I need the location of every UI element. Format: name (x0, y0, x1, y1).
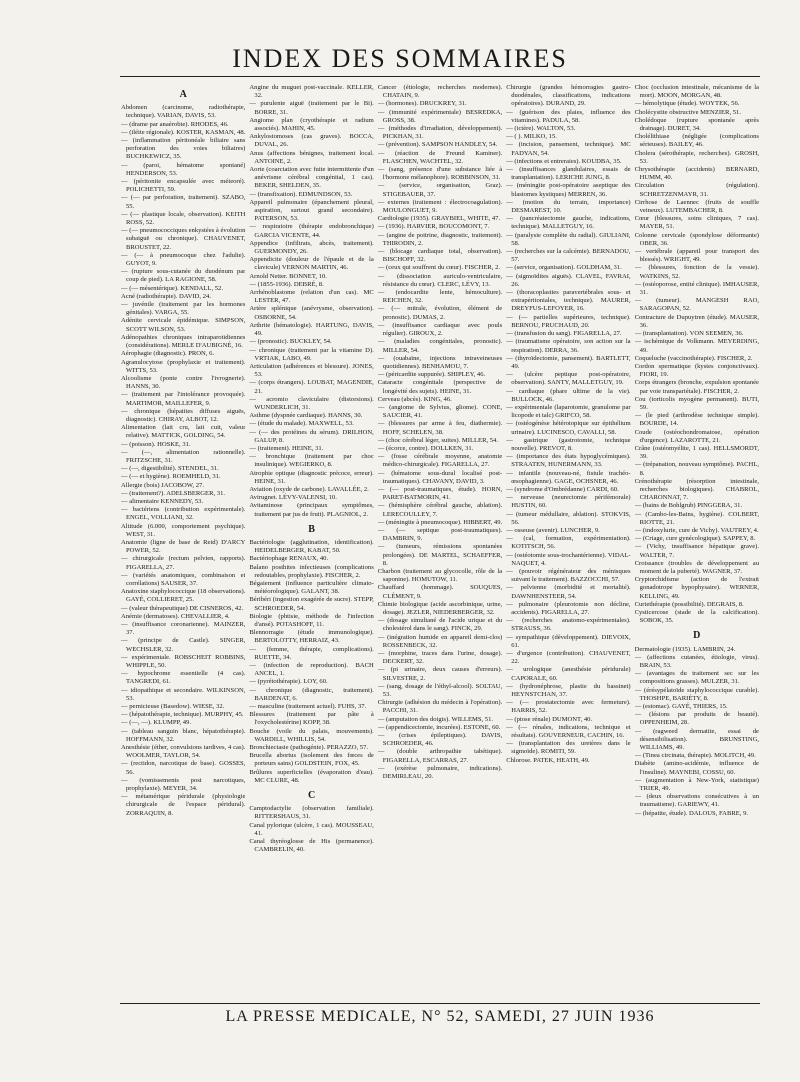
index-entry: Dermatologie (1935). LAMBRIN, 24. (634, 645, 736, 653)
index-entry: — purulente aiguë (traitement par le Bi). BORRE, 31. (249, 100, 374, 116)
index-entry: — (Vichy, insuffisance hépatique grave). WALTER, 7. (634, 543, 759, 559)
index-entry: — (— rénales, indications, technique et résultats). GOUVERNEUR, CACHIN, 16. (506, 723, 631, 740)
index-entry: Adénopathies chroniques intraparotidiennes (considérations). MERLE D'AUBIGNÉ, 16. (121, 333, 246, 350)
index-entry: Ankylostomoses (cas graves). BOCCA, DUVAL, 26. (249, 133, 374, 149)
index-entry: Cataracte congénitale (perspective de longévité des sujets). HEINE, 31. (377, 379, 503, 395)
index-entry: — (angine de poitrine, diagnostic, traitement). THIRODIN, 2. (377, 231, 503, 247)
index-column-4 (506, 84, 630, 996)
index-entry: Cordon spermatique (kystes conjonctivaux). FIORI, 19. (634, 362, 759, 379)
index-entry: — (pi urinaire, deux causes d'erreurs). SILVESTRE, 2. (377, 666, 503, 682)
index-entry: — (cal, formation, expérimentation). KOTITSCH, 56. (506, 535, 631, 551)
index-entry: — (— prostatectomie avec fermeture). HARRIS, 52. (506, 699, 631, 715)
index-entry: Coqueluche (vaccinothérapie). FISCHER, 2. (634, 354, 753, 362)
index-entry: Chirurgie (adhésion du médecin à l'opération). PACCHI, 31. (377, 699, 503, 715)
index-entry: — (service, organisation, Graz). STIGEBAUER, 37. (377, 182, 503, 198)
index-entry: Adénite cervicale épidémique. SIMPSON, SCOTT WILSON, 53. (121, 317, 246, 333)
index-entry: — (ostéoporose, entité clinique). IMHAUSER, 31. (634, 280, 759, 297)
index-entry: — (blessures, fonction de la vessie). WATKINS, 52. (634, 264, 759, 280)
index-entry: — (ptose rénale) DUMONT, 40. (506, 715, 593, 723)
index-entry: Appareil pulmonaire (épanchement pleural, aspiration, surtout grand secondaire). PATERSON, 53. (249, 198, 374, 223)
index-entry: — acromio claviculaire (distorsions). WUNDERLICH, 31. (249, 395, 374, 411)
index-entry: — (augmentation à New-York, statistique) TRIER, 49. (634, 776, 759, 793)
index-entry: — vertébrale (appareil pour transport des blessés). WRIGHT, 49. (634, 248, 759, 264)
index-entry: — d'urgence (contribution). CHAUVENET, 22. (506, 650, 631, 666)
index-entry: — (traumatisme opératoire, son action sur la respiration). DERRA, 36. (506, 338, 631, 354)
index-entry: — (hormones). DRUCKREY, 31. (377, 100, 467, 108)
index-entry: — (iléite régionale). KOSTER, KASMAN, 48. (121, 128, 246, 136)
index-entry: Appendicite (douleur de l'épaule et de la clavicule) VERNON MARTIN, 46. (249, 256, 374, 272)
index-entry: Crâne (ostéomyélite, 1 cas). HELLSMORDT, 39. (634, 444, 759, 461)
index-entry: — (ouabaïne, injections intraveineuses quotidiennes). BENHAMOU, 7. (377, 354, 503, 370)
index-entry: — (pronostic). BUCKLEY, 54. (249, 338, 332, 346)
index-entry: — (endocardite lente, hémoculture). REICHEN, 32. (377, 289, 503, 305)
index-columns (121, 84, 759, 996)
index-entry: Articulation (adhérences et blessure). JONES, 53. (249, 362, 374, 379)
index-entry: Blessures (traitement par pâte à l'oxycholestérine) KOPP, 38. (249, 711, 374, 727)
index-entry: — (blocage cardiaque total, observation). BISCHOFF, 32. (377, 248, 503, 264)
index-entry: — externes (traitement : électrocoagulation). MOULONGUET, 9. (377, 198, 503, 215)
index-entry: — (infection de reproduction). BACH ANCEL, 1. (249, 662, 374, 678)
index-entry: — expérimentale. ROBSCHEIT ROBBINS, WHIPPLE, 50. (121, 653, 246, 670)
index-entry: — (incision, pansement, technique). MC FADYAN, 54. (506, 141, 631, 157)
index-entry: — (recherches anatomo-expérimentales). STRAUSS, 36. (506, 617, 631, 633)
index-entry: — (— à pneumocoque chez l'adulte). GUYOT, 9. (121, 251, 246, 268)
index-entry: Cou (torticolis myogène permanent). BUTI, 59. (634, 395, 759, 411)
index-entry: — (hématome sous-dural localisé post-traumatiques). CHAVANY, DAVID, 3. (377, 469, 503, 485)
index-entry: Avirugnet. LÉVY-VALENSI, 10. (249, 494, 337, 502)
index-entry: — bronchique (traitement par choc insulinique). WEGIERKO, 8. (249, 453, 374, 469)
index-entry: Avitaminose (principaux symptômes, traitement par jus de fruit). PLAGNIOL, 2. (249, 502, 374, 518)
index-entry: Cryptorchidisme (action de l'extrait gonadotrope hypophysaire). WERNER, KELLING, 49. (634, 576, 759, 600)
index-entry: — (insuffisance cardiaque avec pouls régulier). GIROUX, 2. (377, 321, 503, 338)
index-entry: Bégaiement (influence particulière climato-météorologique). GALANT, 38. (249, 579, 374, 596)
index-entry: Contracture de Dupuytren (étude). MAUSER, 36. (634, 313, 759, 329)
index-entry: — (Cambo-les-Bains, hygiène). COLBERT, RIOTTE, 21. (634, 510, 759, 526)
index-entry: — (pancréatectomie gauche, indications, technique). MALLETGUY, 16. (506, 215, 631, 231)
index-entry: Arnold Netter. BONNET, 10. (249, 272, 327, 280)
index-entry: — (le pied (arthrodèse technique simple). BOURDE, 14. (634, 412, 759, 428)
index-entry: — (amputation des doigts). WILLEMS, 51. (377, 715, 494, 723)
index-entry: — (guérison des plaies, influence des vitamines). PADULA, 58. (506, 108, 631, 124)
index-entry: Circulation (régulation). SCHRETZENMAYR, 31. (634, 182, 759, 198)
index-entry: — (— septique post-traumatiques). DAMBRIN, 9. (377, 526, 503, 543)
index-entry: — (immunité expérimentale) BESREDKA, GROSS, 38. (377, 108, 503, 124)
index-entry: Chlorose. PATEK, HEATH, 49. (506, 756, 590, 764)
index-entry: Bactériologie (agglutination, identification). HEIDELBERGER, KABAT, 50. (249, 538, 374, 555)
index-entry: — (syndrome d'Ombrédanne) CARDI, 60. (506, 485, 619, 493)
index-entry: Balano posthites infectieuses (complications redoutables, prophylaxie). FISCHER, 2. (249, 563, 374, 579)
index-entry: — (— plastique locale, observation). KEITH ROSS, 52. (121, 210, 246, 227)
index-entry: — (estomac). GAYÉ, THIERS, 15. (634, 703, 728, 711)
index-entry: — pernicieuse (Basedow). WIESE, 32. (121, 703, 225, 711)
index-entry: Cholédoque (rupture spontanée après drainage). DURET, 34. (634, 116, 759, 133)
index-entry: Acné (radiothérapie). DAVID, 24. (121, 292, 211, 300)
index-entry: — (transplantation des uretères dans le sigmoïde). ROMITI, 59. (506, 740, 631, 756)
index-entry: — (écorce, contre). DOLLKEN, 31. (377, 444, 474, 452)
index-entry: — gastrique (gastrotomie, technique nouvelle). PREVOT, 8. (506, 436, 631, 452)
index-entry: Alcoolisme (ponte contre l'ivrognerie). HANNS, 30. (121, 374, 246, 391)
index-entry: Angine du muguet post-vaccinale. KELLER, 32. (249, 84, 374, 100)
index-entry: — (tumeur médullaire, ablation). STOKVIS, 56. (506, 510, 631, 526)
index-entry: — (blessures par arme à feu, diathermie). HOFF, SCHELEN, 38. (377, 420, 503, 436)
index-entry: — (bains de Bohlgrub) PINGGERA, 31. (634, 502, 743, 510)
index-entry: — (1855-1936). DEBRÉ, 8. (249, 280, 324, 288)
index-entry: — (érésypélatoïde staphylococcique curable). THOSHPE, BARIÉTY, 8. (634, 686, 759, 702)
index-entry: Cœur (blessures, soins cliniques, 7 cas). MAYER, 51. (634, 215, 759, 231)
index-entry: — alimentaire KENNEDY, 53. (121, 497, 204, 505)
index-entry: — (affections cutanées, étiologie, virus). BRAIN, 53. (634, 653, 759, 670)
index-entry: — pelvienne (morbidité et mortalité). DAWNHENSTEER, 54. (506, 584, 631, 600)
index-entry: — (variétés anatomiques, combinaison et corrélations) SAUSER, 37. (121, 571, 246, 587)
index-entry: — (sigmoïdites aiguës). CLAVEL, FAVRAI, 26. (506, 272, 631, 288)
index-entry: — (traitement). HEINE, 31. (249, 444, 324, 452)
index-entry: — (— pneumococciques enkystées à évolution subaiguë ou chronique). CHAUVENET, BROUSTET, 22. (121, 227, 246, 251)
index-entry: — ( ). MILKO, 15. (506, 133, 557, 141)
index-entry: — (Tinea circinata, thérapie). MOLITCH, 49. (634, 752, 756, 760)
index-entry: Bouche (voile du palais, mouvements). WARDILL, WHILLIS, 54. (249, 727, 374, 743)
index-entry: — (corps étrangers). LOUBAT, MAGENDIE, 21. (249, 379, 374, 395)
index-entry: Béribéri (ingestion exagérée de sucre). STEPP, SCHROEDER, 54. (249, 596, 374, 612)
index-entry: Croissance (troubles de développement au moment de la puberté). WAGNER, 37. (634, 559, 759, 575)
index-entry: — (recherches sur la calcémie). BERNADOU, 57. (506, 248, 631, 264)
index-entry: — idiopathique et secondaire. WILKINSON, 53. (121, 686, 246, 702)
index-entry: — sympathique (développement). DIEVOIX, 61. (506, 633, 631, 649)
index-entry: — (—, digestibilité). STENDEL, 31. (121, 465, 219, 473)
index-entry: — (ictère). WALTON, 53. (506, 125, 576, 133)
index-entry: Chirurgie (grandes hémorragies gastro-duodénales, classifications, indications opératoires). DURAND, 29. (506, 84, 631, 108)
index-entry: — (deux observations consécutives à un traumatisme). GARIEWY, 41. (634, 793, 759, 809)
index-entry: — (rectidon, narcotique de base). GOSSES, 56. (121, 760, 246, 776)
index-entry: — pulmonaire (pleurotomie non décline, accidents). FIGARELLA, 27. (506, 600, 631, 616)
index-entry: — (femme, thérapie, complications). RUETTE, 34. (249, 645, 374, 661)
section-letter: C (307, 790, 316, 802)
index-entry: — (sang, présence d'une substance liée à l'hormone mélanophore). ROBBINSON, 31. (377, 166, 503, 182)
index-entry: — (tumeurs, rémissions spontanées prolongées). DE MARTEL, SCHAEFFER, 8. (377, 543, 503, 567)
index-entry: — urologique (anesthésie péridurale) CAPORALE, 60. (506, 666, 631, 682)
index-entry: — (ostéogénèse hétérotopique sur épithélium urinaire). LUCINESCO, CAVALLI, 58. (506, 420, 631, 436)
index-entry: — (inégration humide en appareil demi-clos) ROSSENBECK, 32. (377, 633, 503, 649)
index-entry: Anatoxine staphylococcique (18 observations). GAYÉ, COLLIERET, 25. (121, 588, 246, 604)
index-entry: Cholera (sérothérapie, recherches). GROSH, 53. (634, 149, 759, 165)
index-entry: — (thoracoplasties paravertébrales sous- et extrapéritoniales, technique). MAURER, DREYFUS-LEFOYER, 16. (506, 289, 631, 313)
index-entry: — (double arthropathie tabétique). FIGARELLA, ESCARRAS, 27. (377, 748, 503, 764)
index-entry: Curiethérapie (possibilité). DEGRAIS, 8. (634, 600, 744, 608)
index-entry: Biologie (phtisie, méthode de l'infection d'ansé). POTASHOFF, 11. (249, 612, 374, 628)
index-entry: — (avantages du traitement sec sur les compositions grasses). MULZER, 31. (634, 670, 759, 686)
index-entry: — (étude du malade). MAXWELL, 53. (249, 420, 354, 428)
index-entry: — (principe de Castle). SINGER, WECHSLER, 32. (121, 637, 246, 653)
index-entry: — bactériens (contribution expérimentale). ENGEL, VOLLIANI, 32. (121, 506, 246, 522)
index-entry: — (hémisphère cérébral gauche, ablation). LERECOULLEY, 7. (377, 502, 503, 518)
index-entry: — (lésions par produits de beauté). OPPENHEIM, 28. (634, 711, 759, 727)
index-entry: — (pouvoir régénérateur des ménisques suivant le traitement). BAZZOCCHI, 57. (506, 567, 631, 584)
index-entry: Corps étrangers (bronche, expulsion spontanée par voie transpariétale). FISCHER, 2. (634, 379, 759, 395)
index-entry: — (importance des états hypoglycémiques). STRAATEN, HUNERMANN, 33. (506, 453, 631, 469)
index-entry: — (appendicectomie, incurées). ESTONE, 60. (377, 723, 501, 731)
index-entry: — (rupture sous-cutanée du duodénum par coup de pied). LA RAGIONE, 58. (121, 268, 246, 284)
index-entry: — (insuffisance coronarienne). MAINZER, 37. (121, 621, 246, 637)
index-entry: — (hépatothérapie, technique). MURPHY, 45. (121, 711, 244, 719)
index-entry: Aérophagie (diagnostic). PRON, 6. (121, 350, 215, 358)
index-entry: Appendice (infiltrats, abcès, traitement). GUERMONDY, 26. (249, 239, 374, 256)
index-entry: Anus (affections bénignes, traitement local. ANTOINE, 2. (249, 149, 374, 165)
index-column-1 (121, 84, 245, 996)
index-entry: Cirrhose de Laennec (fruits de souffle veineux). LUTEMBACHER, 8. (634, 198, 759, 215)
index-entry: — (indoxylurie, cure de Vichy). VAUTREY, 4. (634, 526, 759, 534)
index-entry: Diabète (amino-acidémie, influence de l'insuline). MAYNEBI, COSSU, 60. (634, 760, 759, 776)
index-entry: Atrophie optique (diagnostic précoce, erreur). HEINE, 31. (249, 469, 374, 485)
page-footer: LA PRESSE MEDICALE, N° 52, SAMEDI, 27 JUIN 1936 (225, 1008, 655, 1025)
index-entry: Cholécystite obstructive MENZIER, 51. (634, 108, 741, 116)
index-entry: — (paralysie complète du radial). GIULIANI, 58. (506, 231, 631, 247)
index-entry: Anatomie (ligne de base de Reid) D'ARCY POWER, 52. (121, 538, 246, 555)
index-entry: Cysticercose (stade de la calcification). SOBOK, 35. (634, 609, 759, 625)
index-entry: — chronique (hépatites diffuses aiguës, diagnostic). CHIRAY, ALBOT, 12. (121, 407, 246, 423)
index-entry: — (ulcère peptique post-opératoire, observation). SANTY, MALLETGUY, 19. (506, 371, 631, 387)
index-entry: — (service, organisation). GOLDHAM, 31. (506, 264, 622, 272)
index-entry: — hypochrome essentielle (4 cas). TANGREDI, 61. (121, 670, 246, 686)
index-entry: — (morphine, traces dans l'urine, dosage). DECKERT, 32. (377, 650, 503, 666)
index-entry: Allergie (bois) JACOBOW, 27. (121, 481, 204, 489)
index-entry: — (motion du terrain, importance) DESMAREST, 10. (506, 198, 631, 215)
index-entry: Alimentation (lait cru, lait cuit, valeur relative). MATTICK, GOLDING, 54. (121, 424, 246, 440)
index-entry: — (drame par anaérobie). RHODES, 46. (121, 120, 229, 128)
index-entry: — (— des protéines du sérum). DRILHON, GALUP, 8. (249, 428, 374, 444)
bottom-rule (120, 1003, 760, 1004)
index-entry: Charbon (traitement au glycocolle, rôle de la saponine). HOMUTOW, 11. (377, 567, 503, 584)
index-entry: — (hépatite, étude). DALOUS, FABRE, 9. (634, 809, 749, 817)
index-entry: — (pyrétothérapie). LOY, 60. (249, 678, 328, 686)
index-entry: — (réaction de Freund Kaminer). FLASCHEN, WACHTEL, 32. (377, 149, 503, 165)
index-entry: Anesthésie (éther, convulsions tardives, 4 cas). WOOLMER, TAYLOR, 54. (121, 744, 246, 760)
index-entry: — (transfixation). EDMUNDSON, 53. (249, 190, 353, 198)
index-entry: — osseuse (avenir). LUNCHER, 9. (506, 526, 600, 534)
index-entry: Asthme (dyspnée cardiaque). HANNS, 30. (249, 412, 363, 420)
index-entry: — (— partielles supérieures, technique). BERNOU, FRUCHAUD, 20. (506, 313, 631, 329)
index-entry: — cardiaque (phare ultime de la vie). BULLOCK, 46. (506, 387, 631, 403)
index-entry: Arthrite (hématologie). HARTUNG, DAVIS, 49. (249, 321, 374, 338)
index-entry: — (Criage, cure gynécologique). SAPPEY, 8. (634, 535, 756, 543)
index-entry: — (angiome de Sylvius, gliome). CONE, SAUCIER, 41. (377, 403, 503, 420)
index-entry: Colonne cervicale (spondylose déformante) OBER, 36. (634, 231, 759, 247)
section-letter: B (308, 523, 315, 535)
index-entry: — (dosage simultané de l'acide urique et du cholestérol dans le sang). FINCK, 29. (377, 617, 503, 633)
index-entry: — (méthodes d'irradiation, développement). PICKHAN, 31. (377, 125, 503, 141)
index-entry: Cholélithiase (négligée (complications sérieuses). BAILEY, 46. (634, 133, 759, 149)
index-entry: — ischémique de Volkmann. MEYERDING, 49. (634, 338, 759, 354)
index-entry: — métamérique péridurale (physiologie chirurgicale de l'espace péridural). ZORRAQUIN, 8. (121, 793, 246, 817)
index-entry: — (infections et entreraies). KOUDBA, 35. (506, 157, 622, 165)
section-letter: D (693, 630, 701, 642)
index-column-3 (378, 84, 502, 996)
index-entry: Aorte (coarctation avec fuite intermittente d'un anévrisme cérébral congénital, 1 cas). BEKER, SHELDEN, 35. (249, 166, 374, 190)
index-entry: Coude (ostéochondromatose, opération d'urgence). LAZAROTTE, 21. (634, 428, 759, 444)
index-entry: — chirurgicale (rectum pelvien, rapports). FIGARELLA, 27. (121, 555, 246, 571)
index-entry: Abdomen (carcinome, radiothérapie, technique). VARIAN, DAVIS, 53. (121, 104, 246, 120)
index-column-2 (249, 84, 373, 996)
index-entry: — (péritonite encapsulée avec méteoré). POLICHETTI, 59. (121, 178, 246, 194)
index-entry: — masculine (traitement actuel). FUHS, 37. (249, 703, 367, 711)
index-entry: Blennorragie (étude immunologique). BERTOLOTTY, HERRAIZ, 43. (249, 629, 374, 645)
index-entry: — (— et hygiène). ROEMHELD, 31. (121, 473, 221, 481)
index-entry: — (paroi, hématome spontané) HENDERSON, 53. (121, 161, 246, 177)
index-entry: Canal thyréoglosse de His (permanence). CAMBRELIN, 40. (249, 838, 374, 854)
index-entry: Agranulocytose (prophylaxie et traitement). WITTS, 53. (121, 358, 246, 374)
index-entry: Crénothérapie (résorption intestinale, recherches biologiques). CHABROL, CHARONNAT, 7. (634, 477, 759, 502)
index-entry: Cardiologie (1935). GRAYBIEL, WHITE, 47. (377, 215, 501, 223)
index-entry: — (tableau sanguin blanc, hépatothérapie). HOFFMANN, 32. (121, 727, 246, 743)
index-entry: — (traitement?). ADELSBERGER, 31. (121, 489, 226, 497)
index-entry: — (hydronéphrose, plastie du bassinet) HEYNSTCHAN, 37. (506, 682, 631, 699)
index-entry: — juvénile (traitement par les hormones génitales). VARGA, 55. (121, 301, 246, 317)
index-entry: Chrysothérapie (accidents) BERNARD, HUMM, 40. (634, 166, 759, 182)
index-column-5 (635, 84, 759, 996)
index-entry: Chauffard (hommage). SOUQUES, CLÉMENT, 9. (377, 584, 503, 600)
index-entry: — (inflammation péritonéale biliaire sans perforation des voies biliaires) BUCHKEWICZ, 35. (121, 137, 246, 161)
index-entry: — (ragweed dermatite, essai de désensibilisation). BRUNSTING, WILLIAMS, 49. (634, 727, 759, 752)
index-entry: Aviation (oxyde de carbone). LAVALLÉE, 2. (249, 485, 369, 493)
index-entry: — (1936). HARVIER, BOUCOMONT, 7. (377, 223, 490, 231)
index-entry: — (transplantation). VON SEEMEN, 36. (634, 330, 744, 338)
index-entry: — (ostéotomie sous-trochantérienne). VIDAL-NAQUET, 4. (506, 551, 631, 567)
index-entry: — (dissociation auriculo-ventriculaire, résistance du cœur). CLERC, LÉVY, 13. (377, 272, 503, 288)
index-entry: — (— mésentérique). KENDALL, 52. (121, 284, 223, 292)
index-entry: — chronique (traitement par la vitamine D). VRTIAK, LABO, 49. (249, 346, 374, 362)
index-entry: — (crises épileptiques). DAVIS, SCHROEDER, 46. (377, 732, 503, 748)
index-entry: Altitude (6.000, comportement psychique). WEST, 31. (121, 522, 246, 538)
index-entry: — (méningite post-opératoire aseptique des blastomes kystiques) MERREN, 36. (506, 182, 631, 198)
index-entry: — (trépanation, nouveau symptôme). PACHL, 8. (634, 461, 759, 477)
index-entry: — (—, —). KLUMPP, 49. (121, 719, 191, 727)
index-entry: — expérimentale (laparotomie, granulome par licopode et talc) GRIFCO, 58. (506, 403, 631, 420)
index-entry: Canal pylorique (ulcère, 1 cas). MOUSSEAU, 41. (249, 821, 374, 837)
index-entry: — (poisson). HOSKE, 31. (121, 440, 191, 448)
index-entry: — (méningite à pneumocoque). HIBBERT, 49. (377, 518, 503, 526)
top-rule (120, 76, 760, 77)
index-entry: — (valeur thérapeutique) DE CISNEROS, 42. (121, 604, 244, 612)
index-entry: Artère splénique (anévrysme, observation). OSBORNE, 54. (249, 305, 374, 321)
index-entry: — (fosse cérébrale moyenne, anatomie médico-chirurgicale). FIGARELLA, 27. (377, 453, 503, 469)
index-entry: Choc (occlusion intestinale, mécanisme de la mort). MOON, MORGAN, 48. (634, 84, 759, 100)
index-entry: — (— par perforation, traitement). SZABO, 55. (121, 194, 246, 210)
index-entry: — (maladies congénitales, pronostic). MILLER, 54. (377, 338, 503, 354)
index-entry: — respiratoire (thérapie endobronchique) GARCIA VICENTE, 44. (249, 223, 374, 239)
index-entry: Chimie biologique (acide ascorbinique, urine, dosage). JEZLER, NIEDERBERGER, 32. (377, 600, 503, 616)
index-entry: — (exérèse pulmonaire, indications). DEMIRLEAU, 20. (377, 764, 503, 781)
index-entry: — (sang, dosage de l'éthyl-alcool). SOLTAU, 53. (377, 682, 503, 699)
index-entry: Anémie (dermatoses). CHEVALLIER, 4. (121, 612, 230, 620)
section-letter: A (179, 89, 187, 100)
index-entry: — hémolytique (étude). WOYTEK, 56. (634, 100, 740, 108)
index-entry: — (transfusion du sang). FIGARELLA, 27. (506, 330, 622, 338)
index-entry: — infantile (nouveau-né, fistule trachéo-œsophagienne). GAGE, OCHSNER, 46. (506, 469, 631, 485)
index-entry: — (— post-traumatiques, étude). HORN, PARET-BATMORIN, 41. (377, 485, 503, 502)
index-entry: — (vomissements post narcotiques, prophylaxie). MEYER, 34. (121, 776, 246, 793)
index-entry: — (traitement par l'intolérance provoquée). MARTIMOR, MAILLEFER, 9. (121, 391, 246, 407)
index-entry: Brucella abortus (isolement des fœces de porteurs sains) GOLDSTEIN, FOX, 45. (249, 752, 374, 768)
index-entry: Brûlures superficielles (évaporation d'eau). MC CLURE, 48. (249, 768, 374, 784)
page-title: INDEX DES SOMMAIRES (232, 44, 568, 73)
index-entry: — (tumeur). MANGESH RAO, SARAGOPAN, 52. (634, 297, 759, 313)
index-entry: Cerveau (abcès). KING, 46. (377, 395, 452, 403)
index-entry: — (— mitrale, évolution, élément de pronostic). DUMAS, 2. (377, 305, 503, 321)
index-entry: — (ceux qui souffrent du cœur). FISCHER, 2. (377, 264, 501, 272)
index-entry: — (péricardite suppurée). SHIPLEY, 46. (377, 371, 486, 379)
index-entry: Camptodactylie (observation familiale). RITTERSHAUS, 31. (249, 805, 374, 821)
index-entry: — (—, alimentation rationnelle). FRITZSCHE, 31. (121, 448, 246, 464)
index-entry: — (thyroïdectomie, pansement). BARTLETT, 49. (506, 354, 631, 370)
index-entry: Bactériophage RENAUX, 40. (249, 555, 329, 563)
index-entry: — (prévention). SAMPSON HANDLEY, 54. (377, 141, 498, 149)
index-entry: — nerveuse (neurectomie périfémorale) HUSTIN, 60. (506, 494, 631, 510)
index-entry: Bronchiectasie (pathogénie). PERAZZO, 57. (249, 744, 369, 752)
index-entry: — chronique (diagnostic, traitement). BARDENAT, 6. (249, 686, 374, 702)
index-entry: Cancer (étiologie, recherches modernes). CHATAIN, 9. (377, 84, 503, 100)
index-entry: — (insuffisances glandulaires, essais de transplantation). LERICHE JUNG, 8. (506, 166, 631, 182)
index-entry: — (choc cérébral léger, suites). MILLER, 54. (377, 436, 499, 444)
index-entry: Arrhénoblastome (relation d'un cas). MC LESTER, 47. (249, 289, 374, 305)
index-entry: Angiome plan (cryothérapie et radium associés). MAHIN, 45. (249, 116, 374, 133)
